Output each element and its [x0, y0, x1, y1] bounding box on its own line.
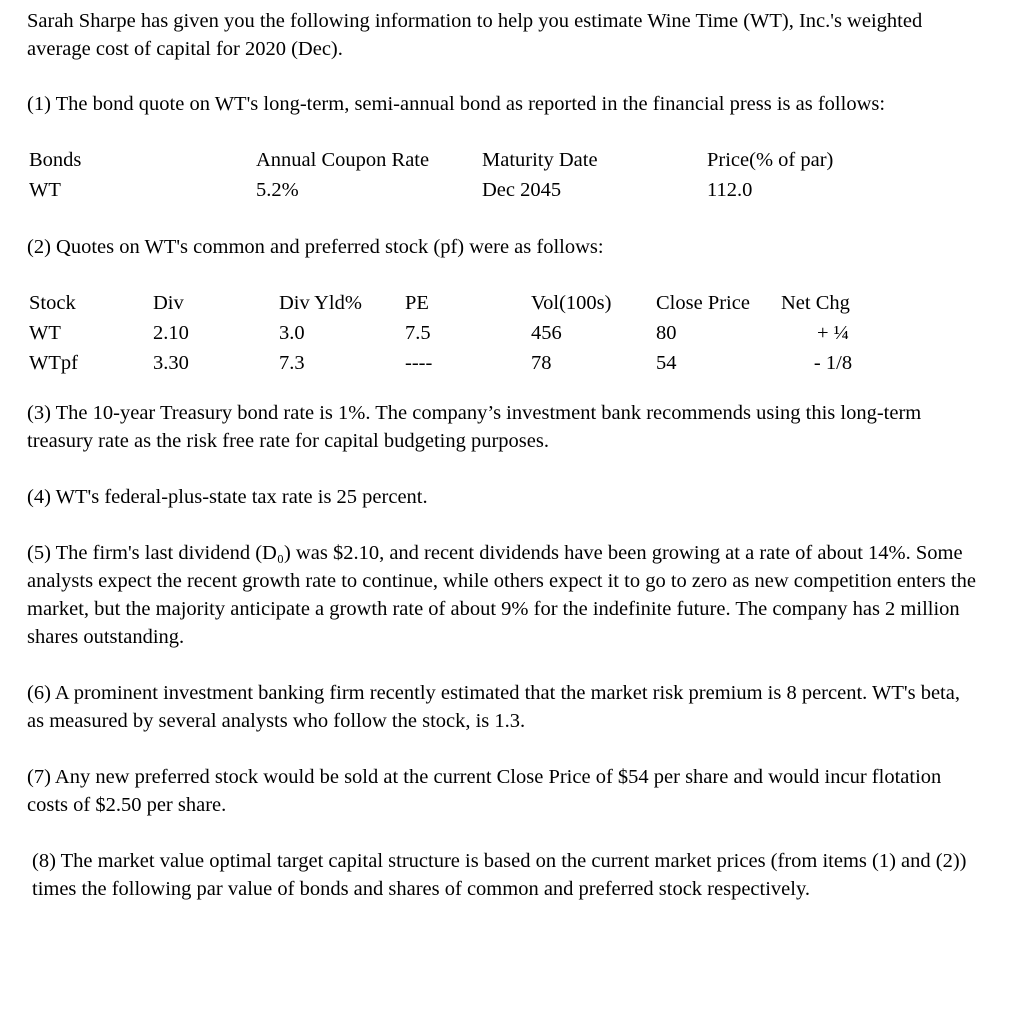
stock-cell: ----: [405, 352, 433, 374]
item-4-tax-rate: (4) WT's federal-plus-state tax rate is 25 percent.: [27, 486, 428, 508]
document-page: [27, 7, 977, 931]
stock-header-net-chg: Net Chg: [781, 292, 850, 314]
stock-header-stock: Stock: [29, 292, 76, 314]
stock-cell: 456: [531, 322, 562, 344]
bond-header-bonds: Bonds: [29, 149, 82, 171]
stock-cell: 3.0: [279, 322, 305, 344]
item-3-treasury-rate: (3) The 10-year Treasury bond rate is 1%. The company’s investment bank recommends using this long-term treasury rate as the risk free rate for capital budgeting purposes.: [27, 402, 922, 452]
bond-cell-coupon: 5.2%: [256, 179, 299, 201]
bond-header-coupon: Annual Coupon Rate: [256, 149, 430, 171]
bond-quote-table: [27, 146, 977, 210]
stock-cell: - 1/8: [813, 352, 853, 374]
stock-quote-table: [27, 289, 977, 381]
stock-cell: 2.10: [153, 322, 189, 344]
item-6-market-risk: (6) A prominent investment banking firm recently estimated that the market risk premium is 8 percent. WT's beta, as measured by several analysts who follow the stock, is 1.3.: [27, 682, 960, 732]
item-7-preferred-stock: (7) Any new preferred stock would be sold at the current Close Price of $54 per share and would incur flotation costs of $2.50 per share.: [27, 766, 942, 816]
bond-cell-price: 112.0: [707, 179, 753, 201]
intro-paragraph: Sarah Sharpe has given you the following information to help you estimate Wine Time (WT), Inc.'s weighted average cost of capital for 2020 (Dec).: [27, 10, 923, 60]
stock-cell: 3.30: [153, 352, 189, 374]
stock-header-close: Close Price: [656, 292, 750, 314]
stock-cell: 54: [656, 352, 677, 374]
stock-cell: 80: [656, 322, 677, 344]
stock-cell: 78: [531, 352, 552, 374]
item-1-bond-quote: (1) The bond quote on WT's long-term, semi-annual bond as reported in the financial press is as follows:: [27, 93, 886, 115]
bond-cell-maturity: Dec 2045: [482, 179, 562, 201]
stock-cell: WTpf: [29, 352, 78, 374]
item-5-dividend-growth: (5) The firm's last dividend (D₀) was $2.10, and recent dividends have been growing at a rate of about 14%. Some analysts expect the recent growth rate to continue, while others expect it to go to zero as new competition enters the market, but the majority anticipate a growth rate of about 9% for the indefinite future. The company has 2 million shares outstanding.: [27, 542, 976, 648]
item-2-stock-quotes: (2) Quotes on WT's common and preferred stock (pf) were as follows:: [27, 236, 604, 258]
stock-header-pe: PE: [405, 292, 429, 314]
item-8-capital-structure: (8) The market value optimal target capital structure is based on the current market prices (from items (1) and (2)) times the following par value of bonds and shares of common and preferred stock respectively.: [32, 850, 967, 900]
stock-header-div: Div: [153, 292, 184, 314]
stock-header-div-yld: Div Yld%: [279, 292, 362, 314]
bond-header-maturity: Maturity Date: [482, 149, 598, 171]
bond-header-price: Price(% of par): [707, 149, 834, 171]
stock-header-vol: Vol(100s): [531, 292, 612, 314]
stock-cell: 7.3: [279, 352, 305, 374]
stock-cell: + ¼: [816, 322, 850, 344]
stock-cell: WT: [29, 322, 61, 344]
stock-cell: 7.5: [405, 322, 431, 344]
bond-cell-name: WT: [29, 179, 61, 201]
